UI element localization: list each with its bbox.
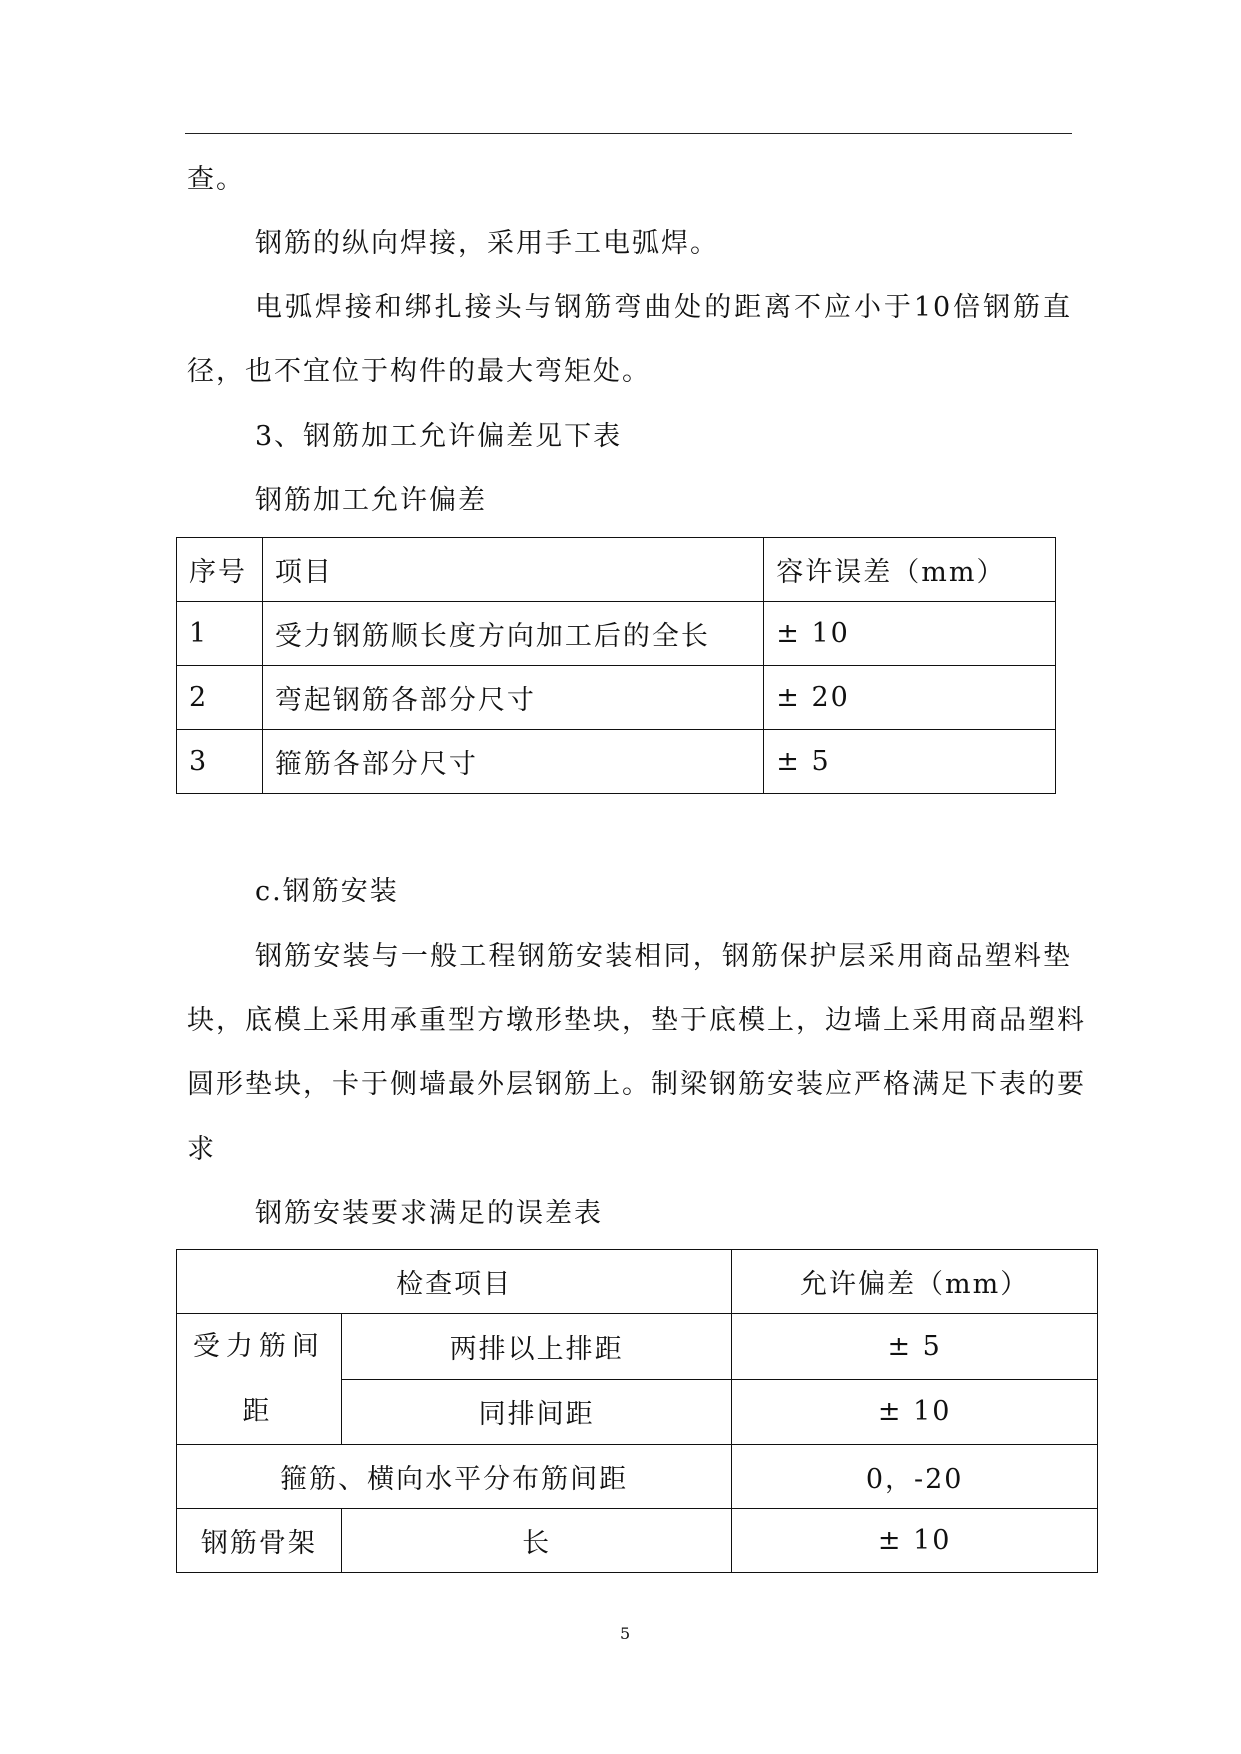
paragraph-installation-line4: 求 [187, 1134, 216, 1165]
table-cell: 2 [177, 666, 263, 730]
paragraph-welding: 钢筋的纵向焊接，采用手工电弧焊。 [255, 228, 719, 259]
table-cell: 0，-20 [732, 1445, 1098, 1509]
table-cell: ± 10 [732, 1379, 1098, 1445]
processing-tolerance-table [176, 537, 1056, 794]
table-header-row [177, 538, 1056, 602]
table-row [177, 1445, 1098, 1509]
table2-caption: 钢筋安装要求满足的误差表 [255, 1198, 603, 1229]
header-rule [185, 133, 1072, 134]
paragraph-arc-weld-line2: 径，也不宜位于构件的最大弯矩处。 [187, 356, 651, 387]
paragraph-arc-weld-line1: 电弧焊接和绑扎接头与钢筋弯曲处的距离不应小于10倍钢筋直 [255, 292, 1072, 323]
header-cell: 允许偏差（mm） [732, 1250, 1098, 1314]
header-cell: 序号 [177, 538, 263, 602]
table-cell: 两排以上排距 [341, 1314, 731, 1380]
table-row [177, 730, 1056, 794]
group-label-cell: 受力筋间距 [177, 1314, 342, 1445]
header-cell: 容许误差（mm） [764, 538, 1056, 602]
table-cell: 箍筋各部分尺寸 [262, 730, 763, 794]
paragraph-installation-line3: 圆形垫块，卡于侧墙最外层钢筋上。制梁钢筋安装应严格满足下表的要 [187, 1069, 1086, 1100]
table-header-row [177, 1250, 1098, 1314]
table-row [177, 1314, 1098, 1380]
table-cell: 长 [341, 1509, 731, 1573]
header-cell: 项目 [262, 538, 763, 602]
paragraph-continuation: 查。 [187, 164, 245, 195]
table-cell: 同排间距 [341, 1379, 731, 1445]
group-label-cell: 钢筋骨架 [177, 1509, 342, 1573]
section-heading: c.钢筋安装 [255, 876, 399, 907]
paragraph-installation-line1: 钢筋安装与一般工程钢筋安装相同，钢筋保护层采用商品塑料垫 [255, 941, 1072, 972]
table-cell: 1 [177, 602, 263, 666]
table-row [177, 602, 1056, 666]
header-cell: 检查项目 [177, 1250, 732, 1314]
paragraph-deviation-intro: 3、钢筋加工允许偏差见下表 [255, 421, 623, 452]
table-cell: ± 10 [764, 602, 1056, 666]
table-cell: 箍筋、横向水平分布筋间距 [177, 1445, 732, 1509]
table-cell: 受力钢筋顺长度方向加工后的全长 [262, 602, 763, 666]
paragraph-installation-line2: 块，底模上采用承重型方墩形垫块，垫于底模上，边墙上采用商品塑料 [187, 1005, 1086, 1036]
table-cell: ± 20 [764, 666, 1056, 730]
table-cell: 3 [177, 730, 263, 794]
table-cell: ± 5 [732, 1314, 1098, 1380]
table-row [177, 1509, 1098, 1573]
table-cell: ± 10 [732, 1509, 1098, 1573]
installation-tolerance-table [176, 1249, 1098, 1573]
table1-caption: 钢筋加工允许偏差 [255, 485, 487, 516]
table-cell: 弯起钢筋各部分尺寸 [262, 666, 763, 730]
table-row [177, 666, 1056, 730]
table-cell: ± 5 [764, 730, 1056, 794]
page-number: 5 [620, 1624, 631, 1643]
